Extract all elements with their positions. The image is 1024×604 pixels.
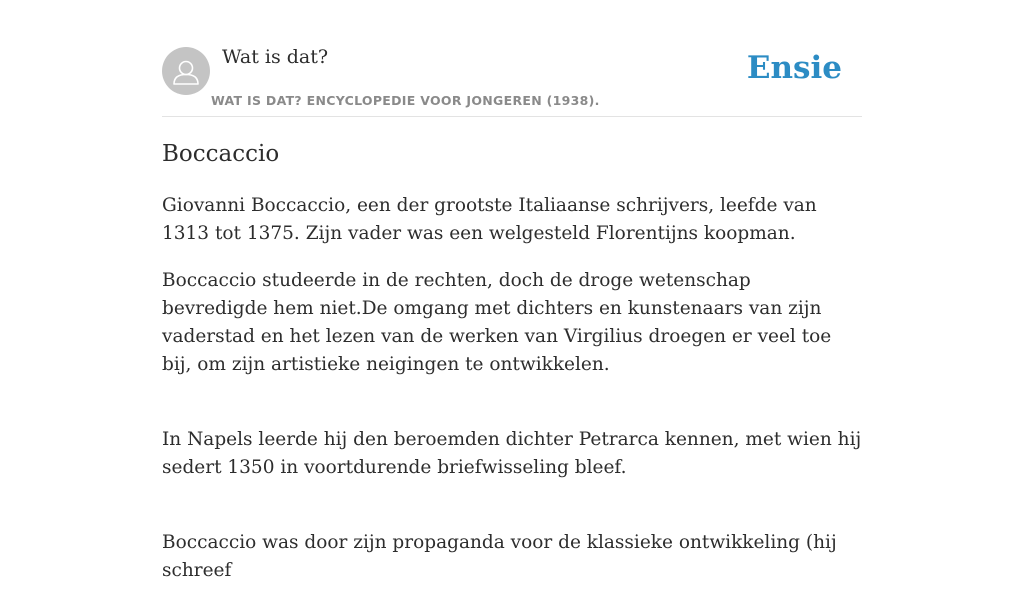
source-label: WAT IS DAT? ENCYCLOPEDIE VOOR JONGEREN (1938). [211, 93, 600, 108]
article-body [162, 192, 862, 604]
article-title: Boccaccio [162, 141, 280, 167]
page-container [162, 0, 862, 581]
paragraph-spacer [162, 398, 862, 426]
article-paragraph: Giovanni Boccaccio, een der grootste Italiaanse schrijvers, leefde van 1313 tot 1375. Zijn vader was een welgesteld Florentijns koopman. [162, 195, 817, 244]
article-paragraph: Boccaccio was door zijn propaganda voor de klassieke ontwikkeling (hij schreef [162, 532, 837, 581]
article-paragraph: Boccaccio studeerde in de rechten, doch de droge wetenschap bevredigde hem niet.De omgang met dichters en kunstenaars van zijn vaderstad en het lezen van de werken van Virgilius droegen er veel toe bij, om zijn artistieke neigingen te ontwikkelen. [162, 270, 832, 375]
article-paragraph: In Napels leerde hij den beroemden dichter Petrarca kennen, met wien hij sedert 1350 in voortdurende briefwisseling bleef. [162, 429, 862, 478]
author-name[interactable]: Wat is dat? [222, 46, 329, 68]
paragraph-spacer [162, 501, 862, 529]
entry-header [162, 0, 862, 117]
user-silhouette-icon [162, 47, 210, 95]
ensie-logo[interactable]: Ensie [746, 50, 842, 86]
author-avatar[interactable] [162, 47, 210, 95]
